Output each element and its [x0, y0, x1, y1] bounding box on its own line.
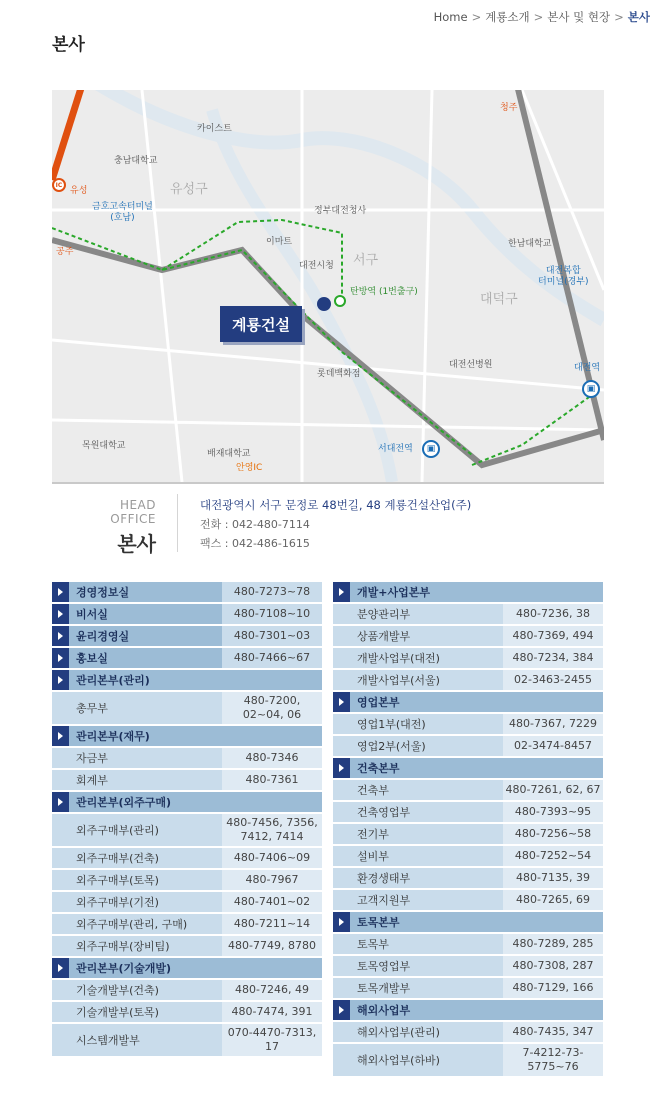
- seodaejeon-station-label: 서대전역: [378, 444, 413, 454]
- department-row: [52, 626, 322, 646]
- breadcrumb-sep: >: [471, 10, 482, 24]
- department-row: [52, 814, 322, 846]
- department-label: 외주구매부(기전): [76, 896, 159, 909]
- department-name: [333, 626, 503, 646]
- department-row: [52, 892, 322, 912]
- department-phone: 480-7308, 287: [503, 956, 603, 976]
- department-label: 분양관리부: [357, 608, 411, 621]
- department-row: [333, 1022, 603, 1042]
- department-phone: 480-7301~03: [222, 626, 322, 646]
- department-row: [52, 692, 322, 724]
- department-name: [52, 792, 322, 812]
- arrow-icon: [52, 670, 69, 690]
- department-name: [333, 1044, 503, 1076]
- department-name: [52, 1024, 222, 1056]
- department-label: 전기부: [357, 828, 389, 841]
- department-label: 개발+사업본부: [357, 586, 430, 599]
- department-name: [52, 870, 222, 890]
- department-phone: 7-4212-73-5775~76: [503, 1044, 603, 1076]
- department-row: [333, 780, 603, 800]
- department-label: 외주구매부(토목): [76, 874, 159, 887]
- district-seogu: 서구: [353, 253, 379, 268]
- department-name: [333, 736, 503, 756]
- department-name: [333, 802, 503, 822]
- department-label: 홍보실: [76, 652, 108, 665]
- department-phone: 480-7135, 39: [503, 868, 603, 888]
- office-info-box: [52, 482, 604, 557]
- department-label: 관리본부(관리): [76, 674, 150, 687]
- department-row: [52, 1024, 322, 1056]
- division-header: [333, 582, 603, 602]
- department-label: 기술개발부(건축): [76, 984, 159, 997]
- department-row: [333, 714, 603, 734]
- department-row: [333, 604, 603, 624]
- breadcrumb-home[interactable]: Home: [433, 10, 468, 24]
- arrow-icon: [333, 692, 350, 712]
- department-label: 영업본부: [357, 696, 400, 709]
- department-name: [333, 758, 603, 778]
- department-row: [333, 956, 603, 976]
- division-header: [52, 726, 322, 746]
- department-phone: 480-7236, 38: [503, 604, 603, 624]
- division-header: [333, 692, 603, 712]
- department-name: [333, 1000, 603, 1020]
- department-name: [333, 604, 503, 624]
- office-phone: 전화 : 042-480-7114: [200, 518, 310, 531]
- department-label: 해외사업부(관리): [357, 1026, 440, 1039]
- office-head-ko: 본사: [117, 532, 156, 556]
- hq-marker: [317, 297, 331, 311]
- department-name: [52, 848, 222, 868]
- department-phone: 480-7749, 8780: [222, 936, 322, 956]
- arrow-icon: [52, 648, 69, 668]
- department-name: [333, 1022, 503, 1042]
- place-mokwon-univ: 목원대학교: [82, 441, 126, 451]
- department-name: [333, 978, 503, 998]
- breadcrumb-about[interactable]: 계룡소개: [485, 10, 530, 24]
- department-phone: 480-7369, 494: [503, 626, 603, 646]
- department-phone: 480-7108~10: [222, 604, 322, 624]
- division-header: [333, 1000, 603, 1020]
- department-label: 해외사업부(하바): [357, 1054, 440, 1067]
- department-name: [52, 892, 222, 912]
- department-label: 관리본부(기술개발): [76, 962, 172, 975]
- department-phone: 480-7361: [222, 770, 322, 790]
- district-daedeokgu: 대덕구: [480, 292, 518, 307]
- department-row: [52, 936, 322, 956]
- department-row: [333, 978, 603, 998]
- department-phone: 480-7474, 391: [222, 1002, 322, 1022]
- terminal-daejeon: 대전복합 터미널(경부): [538, 266, 589, 287]
- office-details: [200, 496, 471, 553]
- label-cheongju: 청주: [500, 103, 518, 113]
- department-row: [333, 890, 603, 910]
- department-row: [333, 1044, 603, 1076]
- arrow-icon: [52, 726, 69, 746]
- department-label: 윤리경영실: [76, 630, 130, 643]
- highway-honam: [52, 90, 82, 180]
- department-name: [52, 692, 222, 724]
- tanbang-station-label: 탄방역 (1번출구): [350, 287, 418, 297]
- location-map: [52, 90, 604, 482]
- arrow-icon: [52, 582, 69, 602]
- department-label: 건축부: [357, 784, 389, 797]
- department-label: 토목개발부: [357, 982, 411, 995]
- department-row: [333, 626, 603, 646]
- ic-anyeong: 안영IC: [236, 463, 263, 473]
- department-name: [52, 582, 222, 602]
- roads: [52, 90, 604, 482]
- place-gov-complex: 정부대전청사: [314, 206, 367, 216]
- hq-badge: 계룡건설: [220, 306, 302, 342]
- department-label: 자금부: [76, 752, 108, 765]
- department-name: [52, 814, 222, 846]
- department-name: [333, 824, 503, 844]
- department-phone: 480-7406~09: [222, 848, 322, 868]
- department-row: [333, 648, 603, 668]
- division-header: [52, 792, 322, 812]
- department-phone: 480-7967: [222, 870, 322, 890]
- department-phone: 480-7246, 49: [222, 980, 322, 1000]
- department-label: 건축본부: [357, 762, 400, 775]
- department-label: 비서실: [76, 608, 108, 621]
- department-phone: 480-7289, 285: [503, 934, 603, 954]
- department-row: [333, 934, 603, 954]
- office-address: 대전광역시 서구 문정로 48번길, 48 계룡건설산업(주): [200, 498, 472, 512]
- department-phone: 070-4470-7313, 17: [222, 1024, 322, 1056]
- terminal-yuseong: 금호고속터미널 (호남): [92, 202, 153, 223]
- department-phone: 480-7261, 62, 67: [503, 780, 603, 800]
- department-label: 환경생태부: [357, 872, 411, 885]
- division-header: [52, 958, 322, 978]
- department-phone: 480-7401~02: [222, 892, 322, 912]
- division-header: [333, 758, 603, 778]
- place-lotte-dept: 롯데백화점: [317, 369, 361, 379]
- label-gongju: 공주: [56, 247, 74, 257]
- directory-right: [333, 582, 603, 1078]
- ic-yuseong: 유성: [70, 186, 88, 196]
- department-phone: 480-7346: [222, 748, 322, 768]
- department-name: [333, 670, 503, 690]
- department-phone: 480-7265, 69: [503, 890, 603, 910]
- department-name: [333, 912, 603, 932]
- department-phone: 480-7456, 7356, 7412, 7414: [222, 814, 322, 846]
- department-phone: 480-7252~54: [503, 846, 603, 866]
- division-header: [52, 670, 322, 690]
- department-label: 외주구매부(관리, 구매): [76, 918, 188, 931]
- department-phone: 480-7466~67: [222, 648, 322, 668]
- place-emart: 이마트: [266, 237, 293, 247]
- department-name: [333, 846, 503, 866]
- department-label: 총무부: [76, 702, 108, 715]
- department-name: [52, 626, 222, 646]
- department-phone: 480-7273~78: [222, 582, 322, 602]
- page-title: 본사: [52, 35, 85, 55]
- place-city-hall: 대전시청: [299, 261, 334, 271]
- department-row: [52, 604, 322, 624]
- arrow-icon: [52, 626, 69, 646]
- department-row: [333, 846, 603, 866]
- office-heading: [72, 498, 156, 557]
- department-phone: 480-7393~95: [503, 802, 603, 822]
- arrow-icon: [333, 582, 350, 602]
- department-phone: 02-3474-8457: [503, 736, 603, 756]
- department-phone: 480-7200, 02~04, 06: [222, 692, 322, 724]
- department-phone: 480-7211~14: [222, 914, 322, 934]
- department-row: [52, 870, 322, 890]
- department-label: 회계부: [76, 774, 108, 787]
- breadcrumb: [434, 9, 650, 25]
- department-name: [333, 692, 603, 712]
- department-name: [52, 958, 322, 978]
- main-road: [52, 240, 604, 465]
- department-name: [52, 914, 222, 934]
- department-name: [52, 1002, 222, 1022]
- department-name: [52, 726, 322, 746]
- train-icon: ▣: [582, 380, 600, 398]
- department-label: 관리본부(외주구매): [76, 796, 172, 809]
- place-sun-hospital: 대전선병원: [449, 360, 493, 370]
- department-row: [52, 914, 322, 934]
- department-phone: 480-7256~58: [503, 824, 603, 844]
- daejeon-station-label: 대전역: [574, 363, 601, 373]
- divider: [177, 494, 178, 552]
- department-row: [333, 824, 603, 844]
- department-row: [52, 770, 322, 790]
- breadcrumb-hq-sites[interactable]: 본사 및 현장: [547, 10, 611, 24]
- department-phone: 480-7129, 166: [503, 978, 603, 998]
- department-label: 토목본부: [357, 916, 400, 929]
- department-label: 외주구매부(장비팀): [76, 940, 170, 953]
- department-row: [52, 1002, 322, 1022]
- department-row: [333, 802, 603, 822]
- division-header: [333, 912, 603, 932]
- place-paichai-univ: 배재대학교: [207, 449, 251, 459]
- department-phone: 480-7234, 384: [503, 648, 603, 668]
- department-name: [333, 868, 503, 888]
- department-name: [333, 648, 503, 668]
- arrow-icon: [52, 604, 69, 624]
- department-row: [333, 736, 603, 756]
- department-label: 설비부: [357, 850, 389, 863]
- department-phone: 480-7435, 347: [503, 1022, 603, 1042]
- place-kaist: 카이스트: [197, 124, 232, 134]
- department-name: [333, 714, 503, 734]
- department-name: [333, 890, 503, 910]
- department-label: 해외사업부: [357, 1004, 411, 1017]
- office-head-en: HEAD OFFICE: [110, 498, 156, 526]
- department-name: [52, 604, 222, 624]
- department-row: [333, 868, 603, 888]
- breadcrumb-sep: >: [533, 10, 544, 24]
- directory-left: [52, 582, 322, 1058]
- department-name: [333, 956, 503, 976]
- department-label: 개발사업부(대전): [357, 652, 440, 665]
- department-label: 상품개발부: [357, 630, 411, 643]
- arrow-icon: [333, 912, 350, 932]
- department-name: [333, 780, 503, 800]
- department-name: [52, 770, 222, 790]
- place-hannam-univ: 한남대학교: [508, 239, 552, 249]
- department-label: 관리본부(재무): [76, 730, 150, 743]
- breadcrumb-sep: >: [614, 10, 624, 24]
- department-name: [333, 582, 603, 602]
- department-row: [52, 582, 322, 602]
- department-label: 영업1부(대전): [357, 718, 426, 731]
- department-label: 경영정보실: [76, 586, 130, 599]
- train-icon: ▣: [422, 440, 440, 458]
- department-label: 건축영업부: [357, 806, 411, 819]
- department-label: 개발사업부(서울): [357, 674, 440, 687]
- department-label: 외주구매부(관리): [76, 824, 159, 837]
- office-fax: 팩스 : 042-486-1615: [200, 537, 310, 550]
- department-row: [52, 848, 322, 868]
- ic-icon: IC: [52, 178, 66, 192]
- place-cnu: 충남대학교: [114, 156, 158, 166]
- department-name: [52, 980, 222, 1000]
- arrow-icon: [52, 958, 69, 978]
- arrow-icon: [333, 1000, 350, 1020]
- arrow-icon: [333, 758, 350, 778]
- department-row: [52, 980, 322, 1000]
- department-name: [333, 934, 503, 954]
- tanbang-station-marker: [335, 296, 345, 306]
- department-label: 토목부: [357, 938, 389, 951]
- department-label: 시스템개발부: [76, 1034, 140, 1047]
- department-name: [52, 936, 222, 956]
- department-name: [52, 648, 222, 668]
- department-phone: 02-3463-2455: [503, 670, 603, 690]
- department-label: 기술개발부(토목): [76, 1006, 159, 1019]
- department-label: 고객지원부: [357, 894, 411, 907]
- district-yuseong: 유성구: [170, 182, 208, 197]
- department-label: 영업2부(서울): [357, 740, 426, 753]
- department-row: [333, 670, 603, 690]
- department-label: 토목영업부: [357, 960, 411, 973]
- department-phone: 480-7367, 7229: [503, 714, 603, 734]
- department-label: 외주구매부(건축): [76, 852, 159, 865]
- arrow-icon: [52, 792, 69, 812]
- department-name: [52, 670, 322, 690]
- department-row: [52, 648, 322, 668]
- map-graphic: [52, 90, 604, 482]
- department-row: [52, 748, 322, 768]
- breadcrumb-current: 본사: [627, 10, 650, 24]
- department-name: [52, 748, 222, 768]
